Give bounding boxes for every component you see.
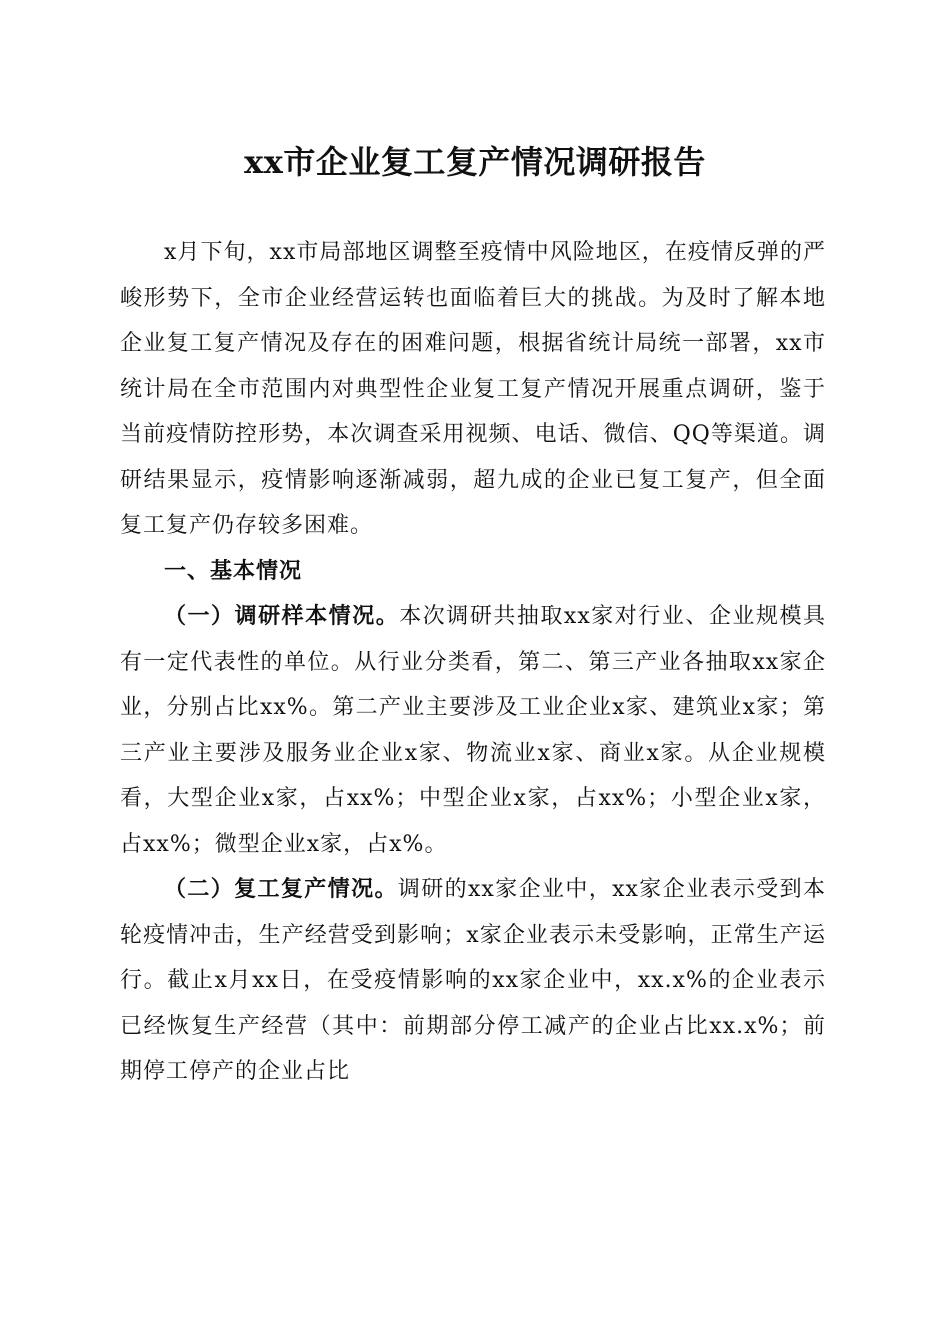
sample-situation-text: 本次调研共抽取xx家对行业、企业规模具有一定代表性的单位。从行业分类看，第二、第三产业各抽取xx家企业，分别占比xx%。第二产业主要涉及工业企业x家、建筑业x家；第三产业主要涉及服务业企业x家、物流业x家、商业x家。从企业规模看，大型企业x家，占xx%；中型企业x家，占xx%；小型企业x家，占xx%；微型企业x家，占x%。 bbox=[120, 604, 826, 857]
section-heading-basic-situation: 一、基本情况 bbox=[164, 558, 303, 584]
resumption-situation-text: 调研的xx家企业中，xx家企业表示受到本轮疫情冲击，生产经营受到影响；x家企业表示未受影响，正常生产运行。截止x月xx日，在受疫情影响的xx家企业中，xx.x%的企业表示已经恢复生产经营（其中：前期部分停工减产的企业占比xx.x%；前期停工停产的企业占比 bbox=[120, 877, 826, 1084]
document-body bbox=[120, 230, 826, 1095]
paragraph-sample-situation bbox=[120, 594, 826, 867]
subheading-sample-situation: （一）调研样本情况。 bbox=[164, 604, 400, 629]
paragraph-resumption-situation bbox=[120, 867, 826, 1095]
intro-paragraph: x月下旬，xx市局部地区调整至疫情中风险地区，在疫情反弹的严峻形势下，全市企业经营运转也面临着巨大的挑战。为及时了解本地企业复工复产情况及存在的困难问题，根据省统计局统一部署，xx市统计局在全市范围内对典型性企业复工复产情况开展重点调研，鉴于当前疫情防控形势，本次调查采用视频、电话、微信、QQ等渠道。调研结果显示，疫情影响逐渐减弱，超九成的企业已复工复产，但全面复工复产仍存较多困难。 bbox=[120, 240, 826, 538]
document-title: xx市企业复工复产情况调研报告 bbox=[244, 143, 706, 181]
subheading-resumption-situation: （二）复工复产情况。 bbox=[164, 877, 398, 902]
